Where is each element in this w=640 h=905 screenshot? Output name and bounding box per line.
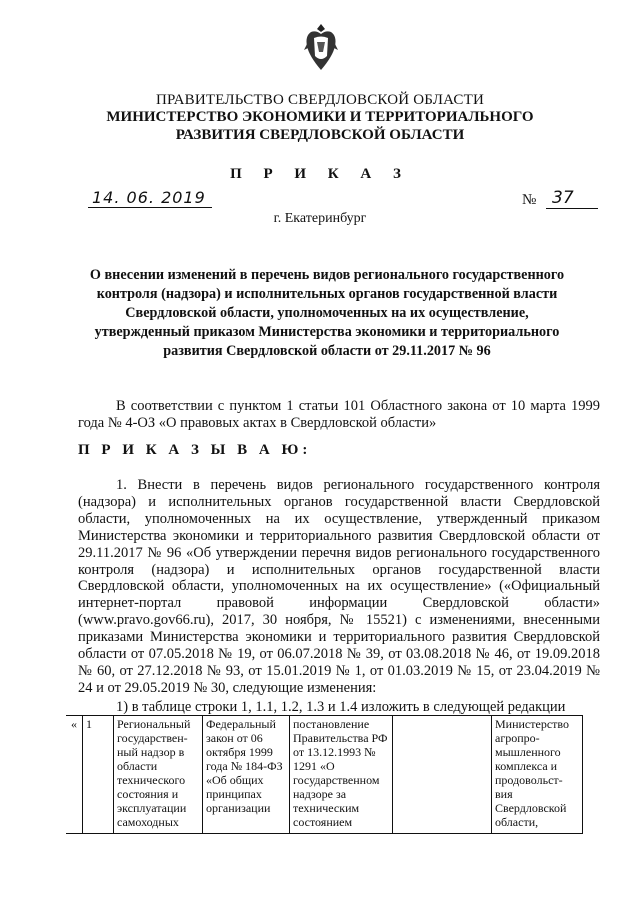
- federal-law-cell: Федеральный закон от 06 октября 1999 года № 184-ФЗ «Об общих принципах организации: [203, 716, 290, 834]
- city: г. Екатеринбург: [273, 211, 367, 226]
- preamble: В соответствии с пунктом 1 статьи 101 Областного закона от 10 марта 1999 года № 4-ОЗ «О правовых актах в Свердловской области»: [78, 398, 600, 431]
- opening-quote: «: [66, 716, 83, 834]
- item-1: 1. Внести в перечень видов регионального государственного контроля (надзора) и исполнительных органов государственной власти Свердловской области, уполномоченных на их осуществление, утвержденный приказом Министерства экономики и территориального развития Свердловской области от 29.11.2017 № 96 «Об утверждении перечня видов регионального государственного контроля (надзора) и исполнительных органов государственной власти Свердловской области, уполномоченных на их осуществление» («Официальный интернет-портал правовой информации Свердловской области» (www.pravo.gov66.ru), 2017, 30 ноября, № 15521) с изменениями, внесенными приказами Министерства экономики и территориального развития Свердловской области от 07.05.2018 № 19, от 06.07.2018 № 39, от 03.08.2018 № 46, от 19.09.2018 № 60, от 27.12.2018 № 93, от 15.01.2019 № 1, от 01.03.2019 № 15, от 23.04.2019 № 24 и от 29.05.2019 № 30, следующие изменения:: [78, 477, 600, 696]
- row-number: 1: [83, 716, 114, 834]
- document-subject: О внесении изменений в перечень видов регионального государственного контроля (надзора) и исполнительных органов государственной власти Свердловской области, уполномоченных на их осуществление, утвержденный приказом Министерства экономики и территориального развития Свердловской области от 29.11.2017 № 96: [89, 267, 565, 359]
- number-label: №: [522, 192, 537, 208]
- government-name: ПРАВИТЕЛЬСТВО СВЕРДЛОВСКОЙ ОБЛАСТИ: [155, 92, 485, 108]
- empty-cell: [393, 716, 492, 834]
- ministry-name-line2: РАЗВИТИЯ СВЕРДЛОВСКОЙ ОБЛАСТИ: [175, 127, 465, 143]
- ministry-name-line1: МИНИСТЕРСТВО ЭКОНОМИКИ И ТЕРРИТОРИАЛЬНОГО: [106, 109, 534, 125]
- coat-of-arms-icon: [303, 22, 339, 74]
- amendment-table: [66, 715, 583, 834]
- table-row: [66, 716, 583, 834]
- orders-heading: П Р И К А З Ы В А Ю:: [78, 442, 312, 458]
- item-1-sub-1: 1) в таблице строки 1, 1.1, 1.2, 1.3 и 1.4 изложить в следующей редакции: [116, 699, 566, 715]
- document-type: П Р И К А З: [230, 166, 410, 182]
- regulation-cell: постановление Правительства РФ от 13.12.1993 № 1291 «О государственном надзоре за техническим состоянием: [290, 716, 393, 834]
- authority-cell: Министерство агропро-мышленного комплекса и продовольст-вия Свердловской области,: [492, 716, 583, 834]
- control-type-cell: Региональный государствен-ный надзор в области технического состояния и эксплуатации самоходных: [114, 716, 203, 834]
- document-number: 37: [546, 188, 598, 209]
- document-date: 14. 06. 2019: [88, 188, 212, 208]
